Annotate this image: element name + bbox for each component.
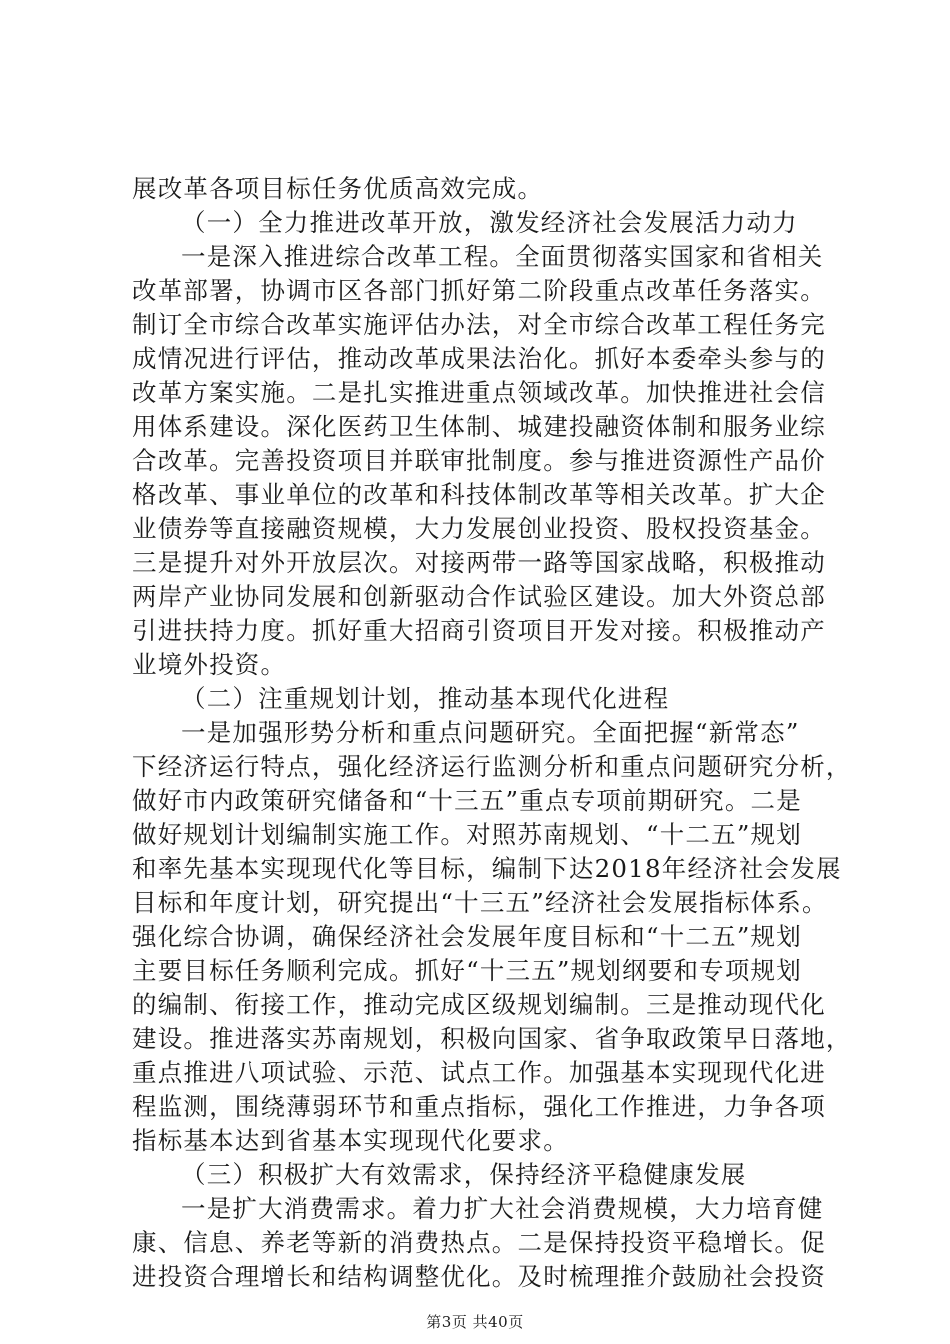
paragraph-line: 指标基本达到省基本实现现代化要求。 <box>132 1126 569 1155</box>
paragraph-line: 做好市内政策研究储备和“十三五”重点专项前期研究。二是 <box>132 786 802 815</box>
paragraph-line: 一是深入推进综合改革工程。全面贯彻落实国家和省相关 <box>181 242 824 271</box>
paragraph-line: 两岸产业协同发展和创新驱动合作试验区建设。加大外资总部 <box>132 582 826 611</box>
paragraph-line: 合改革。完善投资项目并联审批制度。参与推进资源性产品价 <box>132 446 826 475</box>
paragraph-line: 重点推进八项试验、示范、试点工作。加强基本实现现代化进 <box>132 1058 826 1087</box>
page-number-footer: 第3页 共40页 <box>426 1313 524 1331</box>
paragraph-line: 的编制、衔接工作，推动完成区级规划编制。三是推动现代化 <box>132 990 826 1019</box>
section-heading-1: （一）全力推进改革开放，激发经济社会发展活力动力 <box>181 208 798 237</box>
paragraph-line: 一是扩大消费需求。着力扩大社会消费规模，大力培育健 <box>181 1194 824 1223</box>
paragraph-line: 做好规划计划编制实施工作。对照苏南规划、“十二五”规划 <box>132 820 802 849</box>
paragraph-line: 改革方案实施。二是扎实推进重点领域改革。加快推进社会信 <box>132 378 826 407</box>
paragraph-line: 程监测，围绕薄弱环节和重点指标，强化工作推进，力争各项 <box>132 1092 826 1121</box>
paragraph-line: 成情况进行评估，推动改革成果法治化。抓好本委牵头参与的 <box>132 344 826 373</box>
paragraph-line: 三是提升对外开放层次。对接两带一路等国家战略，积极推动 <box>132 548 826 577</box>
paragraph-line: 用体系建设。深化医药卫生体制、城建投融资体制和服务业综 <box>132 412 826 441</box>
paragraph-line: 改革部署，协调市区各部门抓好第二阶段重点改革任务落实。 <box>132 276 826 305</box>
paragraph-line: 格改革、事业单位的改革和科技体制改革等相关改革。扩大企 <box>132 480 826 509</box>
paragraph-line: 进投资合理增长和结构调整优化。及时梳理推介鼓励社会投资 <box>132 1262 826 1291</box>
paragraph-line: 业债券等直接融资规模，大力发展创业投资、股权投资基金。 <box>132 514 826 543</box>
paragraph-line: 下经济运行特点，强化经济运行监测分析和重点问题研究分析， <box>132 752 852 781</box>
paragraph-line: 引进扶持力度。抓好重大招商引资项目开发对接。积极推动产 <box>132 616 826 645</box>
paragraph-line: 强化综合协调，确保经济社会发展年度目标和“十二五”规划 <box>132 922 802 951</box>
paragraph-line: 主要目标任务顺利完成。抓好“十三五”规划纲要和专项规划 <box>132 956 802 985</box>
paragraph-line: 和率先基本实现现代化等目标，编制下达2018年经济社会发展 <box>132 854 842 883</box>
section-heading-3: （三）积极扩大有效需求，保持经济平稳健康发展 <box>181 1160 747 1189</box>
section-heading-2: （二）注重规划计划，推动基本现代化进程 <box>181 684 670 713</box>
paragraph-line: 制订全市综合改革实施评估办法，对全市综合改革工程任务完 <box>132 310 826 339</box>
paragraph-line: 目标和年度计划，研究提出“十三五”经济社会发展指标体系。 <box>132 888 828 917</box>
paragraph-line: 建设。推进落实苏南规划，积极向国家、省争取政策早日落地， <box>132 1024 852 1053</box>
paragraph-line: 一是加强形势分析和重点问题研究。全面把握“新常态” <box>181 718 800 747</box>
paragraph-line: 展改革各项目标任务优质高效完成。 <box>132 174 544 203</box>
paragraph-line: 康、信息、养老等新的消费热点。二是保持投资平稳增长。促 <box>132 1228 826 1257</box>
paragraph-line: 业境外投资。 <box>132 650 287 679</box>
